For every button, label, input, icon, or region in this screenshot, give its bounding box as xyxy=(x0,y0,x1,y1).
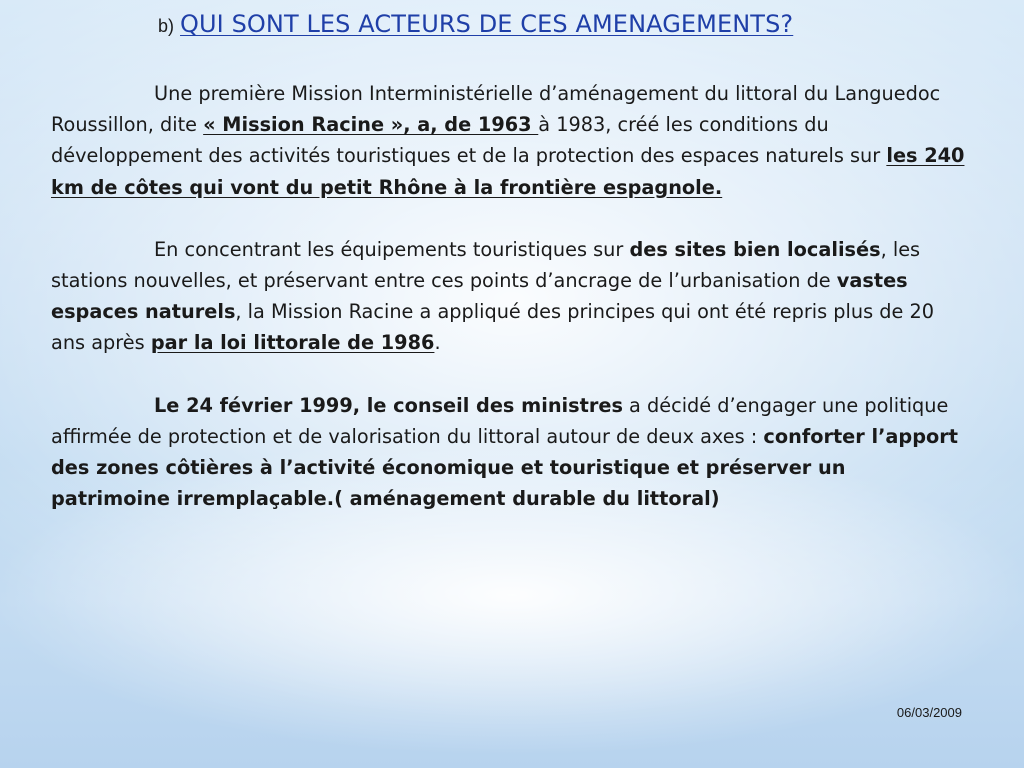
p1-coastline-emphasis: les 240 km de côtes qui vont du petit Rhône à la frontière espagnole. xyxy=(51,144,965,199)
p1-mission-racine-emphasis: « Mission Racine », a, de 1963 xyxy=(203,113,539,137)
p2-text-intro: En concentrant les équipements touristiques sur xyxy=(154,237,630,261)
section-marker: b) xyxy=(158,16,175,36)
paragraph-conseil-ministres xyxy=(51,390,966,515)
p3-axes-emphasis: conforter l’apport des zones côtières à l’activité économique et touristique et préserver un patrimoine irremplaçable.( aménagement durable du littoral) xyxy=(51,424,959,511)
paragraph-stations xyxy=(51,234,966,359)
p2-text-end: , la Mission Racine a appliqué des principes qui ont été repris plus de 20 ans après xyxy=(51,300,935,355)
footer-date: 06/03/2009 xyxy=(896,705,962,720)
slide-title xyxy=(158,10,978,38)
section-heading: QUI SONT LES ACTEURS DE CES AMENAGEMENTS? xyxy=(180,10,794,38)
p2-text-middle: , les stations nouvelles, et préservant entre ces points d’ancrage de l’urbanisation de xyxy=(51,237,921,293)
paragraph-mission-racine xyxy=(51,78,966,203)
p2-loi-littorale-emphasis: par la loi littorale de 1986 xyxy=(150,331,435,355)
p3-date-emphasis: Le 24 février 1999, le conseil des ministres xyxy=(154,393,623,417)
p2-espaces-emphasis: vastes espaces naturels xyxy=(51,269,908,324)
p2-period: . xyxy=(434,331,441,355)
p1-text-middle: à 1983, créé les conditions du développement des activités touristiques et de la protection des espaces naturels sur xyxy=(51,113,887,168)
p3-text-middle: a décidé d’engager une politique affirmée de protection et de valorisation du littoral autour de deux axes : xyxy=(51,393,949,448)
slide-body xyxy=(51,78,966,545)
p1-text-intro: Une première Mission Interministérielle d’aménagement du littoral du Languedoc Roussillon, dite xyxy=(51,82,941,137)
p2-sites-emphasis: des sites bien localisés xyxy=(629,237,881,261)
